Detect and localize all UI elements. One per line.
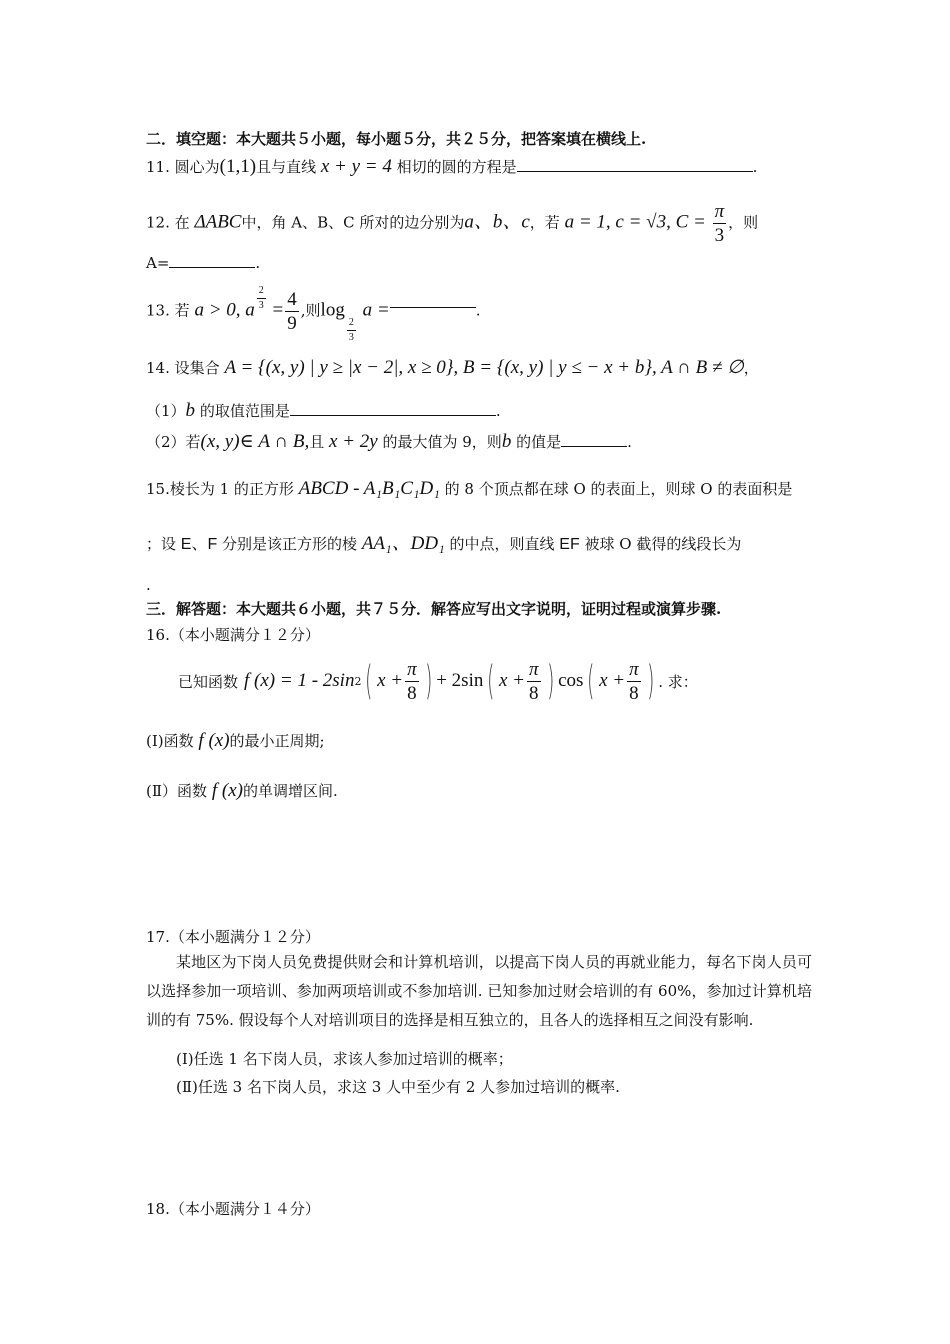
math-expression: log [320,299,345,321]
part-label: (Ⅰ)函数 [146,732,194,750]
paren-open: ( [487,658,495,704]
math-expression: b [501,431,512,452]
math-expression: = [272,299,284,321]
question-13 [146,285,481,343]
exponent: 2 [354,674,362,688]
question-text: 的取值范围是 [199,402,290,420]
question-text: 且与直线 [256,158,317,176]
fraction: $\frac{\pi}{8}$ [629,658,639,704]
math-expression: b [185,400,196,421]
paren-close: ) [546,658,554,704]
math-expression: + 2sin [436,670,484,691]
question-text: 已知函数 [178,672,239,691]
math-expression: ABCD - A₁B₁C₁D₁ [298,478,440,499]
section-2-heading: 二．填空题：本大题共５小题，每小题５分，共２５分，把答案填在横线上. [146,130,647,148]
question-text: 的最大值为 9，则 [382,433,502,451]
punctuation: . [475,301,481,320]
question-17-part-2: (Ⅱ)任选 3 名下岗人员，求这 3 人中至少有 2 人参加过培训的概率. [176,1078,620,1096]
question-text: 且 [309,433,325,451]
math-expression: , A ∩ B ≠ ∅ [651,357,744,378]
answer-blank[interactable] [169,267,255,268]
math-expression: f (x) = 1 - 2sin [244,670,355,691]
punctuation: . [255,254,261,272]
math-expression: f (x) [211,780,243,801]
question-text: ；设 [146,535,177,553]
math-expression: f (x) [198,730,230,751]
question-18-header: 18.（本小题满分１４分） [146,1200,320,1218]
punctuation: ， [743,359,759,377]
answer-blank[interactable] [517,171,753,172]
answer-blank[interactable] [290,415,496,416]
math-expression: AA₁、DD₁ [361,533,445,554]
paren-open: ( [365,658,373,704]
question-text: 的中点，则直线 [449,535,555,553]
math-expression: E、F [180,536,218,553]
math-expression: x + [498,670,525,691]
question-15-line-1 [146,478,792,500]
question-17-body: 某地区为下岗人员免费提供财会和计算机培训，以提高下岗人员的再就业能力，每名下岗人员可以选择参加一项培训、参加两项培训或不参加培训. 已知参加过财会培训的有 60%，参加过计算机培训的有 75%. 假设每个人对培训项目的选择是相互独立的，且各人的选择相互之间没有影响. [146,953,812,1029]
question-text: 分别是该正方形的棱 [222,535,358,553]
paren-open: ( [587,658,595,704]
fraction: $\frac{\pi}{3}$ [714,201,725,246]
question-15-line-2 [146,528,741,555]
punctuation: . [627,433,632,451]
question-16-header: 16.（本小题满分１２分） [146,626,320,644]
question-text: 在 [174,213,190,232]
math-expression: EF [559,536,580,553]
answer-blank[interactable] [390,307,476,308]
math-expression: x + y = 4 [320,156,392,177]
math-expression: x + 2y [329,431,378,452]
answer-blank[interactable] [561,446,627,447]
question-17-part-1: (Ⅰ)任选 1 名下岗人员，求该人参加过培训的概率； [176,1050,513,1068]
question-text: 设集合 [174,359,220,377]
question-17-header: 17.（本小题满分１２分） [146,928,320,946]
part-label: (Ⅱ）函数 [146,782,208,800]
question-16-part-1 [146,730,325,752]
answer-label: A= [146,254,170,272]
question-text: 被球 O 截得的线段长为 [584,535,742,553]
question-text: 相切的圆的方程是 [396,158,517,176]
question-14-part-2 [146,430,632,453]
question-12-answer [146,254,260,272]
question-text: 的最小正周期; [229,732,325,750]
math-expression: A = {(x, y) | y ≥ |x − 2|, x ≥ 0} [224,357,454,378]
question-text: ,则 [300,301,321,320]
part-label: （1） [146,402,186,420]
section-3-heading: 三．解答题：本大题共６小题，共７５分．解答应写出文字说明，证明过程或演算步骤. [146,600,722,618]
question-14 [146,356,759,379]
question-number: 13. [146,301,170,320]
math-expression: a = [362,299,390,321]
fraction: $\frac{\pi}{8}$ [528,658,539,704]
math-expression: (1,1) [219,156,257,177]
question-text: ，若 [529,213,560,232]
question-number: 11. [146,158,170,176]
question-number: 14. [146,359,170,377]
math-expression: x + [599,670,626,691]
question-14-part-1 [146,400,501,422]
math-expression: a、b、c [464,211,530,233]
math-expression: ΔABC [194,211,242,233]
question-15-line-3: . [146,576,151,594]
question-16-part-2 [146,780,338,802]
question-text: 15.棱长为 1 的正方形 [146,480,294,498]
question-text: 的 8 个顶点都在球 O 的表面上，则球 O 的表面积是 [444,480,793,498]
question-text: 的单调增区间. [242,782,338,800]
question-text: 的值是 [516,433,562,451]
part-label: （2）若 [146,433,201,451]
question-text: 圆心为 [174,158,220,176]
question-11 [146,156,757,178]
punctuation: . [495,402,501,420]
math-expression: x + [377,670,404,691]
question-number: 12. [146,213,170,232]
math-expression: a > 0, a [194,299,255,321]
question-text: 中，角 A、B、C 所对的边分别为 [241,213,465,232]
exponent-fraction: $\frac{2}{3}$ [258,285,264,311]
punctuation: . [752,158,758,176]
fraction: $\frac{\pi}{8}$ [407,658,417,704]
paren-close: ) [424,658,432,704]
question-text: . 求： [658,672,698,691]
paren-close: ) [646,658,654,704]
math-expression: a = 1, c = √3, C = [564,211,706,233]
math-expression: (x, y)∈ A ∩ B, [200,431,310,452]
question-text: ，则 [728,213,759,232]
fraction: $\frac{4}{9}$ [287,289,297,334]
math-expression: cos [558,670,584,691]
question-16-function [178,658,698,704]
question-text: 若 [174,301,190,320]
log-base-fraction: $\frac{2}{3}$ [348,317,354,343]
question-12 [146,202,758,245]
math-expression: , B = {(x, y) | y ≤ − x + b} [453,357,652,378]
